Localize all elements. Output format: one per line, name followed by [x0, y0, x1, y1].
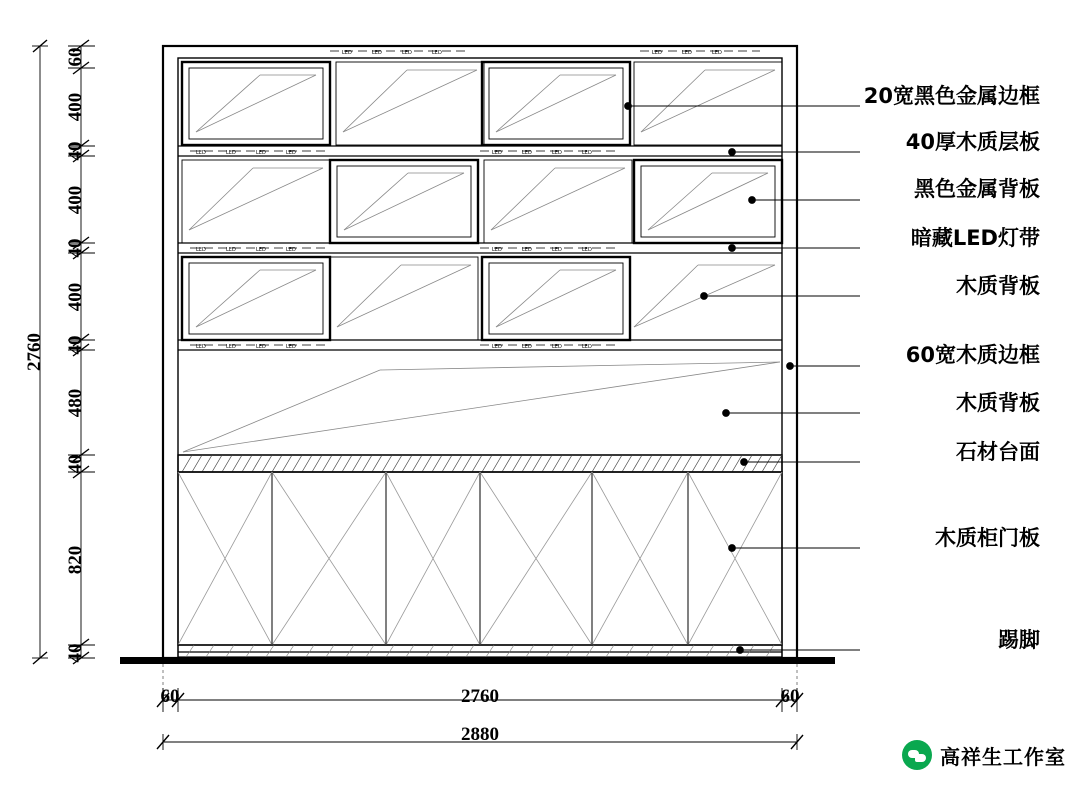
overall-width-label: 2880 [461, 724, 499, 745]
svg-text:LED: LED [712, 50, 722, 56]
svg-text:LED: LED [226, 344, 236, 350]
svg-text:LED: LED [552, 344, 562, 350]
svg-text:LED: LED [522, 150, 532, 156]
svg-text:LED: LED [196, 247, 206, 253]
dim-label: 820 [65, 545, 86, 575]
wechat-icon [902, 740, 932, 770]
svg-text:LED: LED [492, 344, 502, 350]
dim-label: 400 [65, 282, 86, 312]
svg-text:LED: LED [286, 344, 296, 350]
cabinet-doors [178, 472, 782, 645]
overall-height-label: 2760 [24, 333, 45, 371]
svg-text:LED: LED [652, 50, 662, 56]
dim-right-60: 60 [780, 686, 800, 707]
open-shelf-row [183, 362, 780, 452]
callout-label: 60宽木质边框 [905, 343, 1040, 367]
callout-label: 石材台面 [956, 440, 1040, 464]
toe-kick [178, 645, 782, 657]
svg-text:LED: LED [432, 50, 442, 56]
callout-label: 踢脚 [998, 628, 1040, 652]
callout-label: 木质柜门板 [935, 526, 1040, 550]
svg-text:LED: LED [582, 247, 592, 253]
dim-label: 40 [65, 141, 86, 161]
dim-label: 40 [65, 335, 86, 355]
svg-text:LED: LED [256, 247, 266, 253]
dim-left-60: 60 [160, 686, 180, 707]
dim-label: 480 [65, 388, 86, 418]
display-row-3 [182, 257, 775, 340]
dim-middle-2760: 2760 [461, 686, 499, 707]
svg-text:LED: LED [196, 344, 206, 350]
display-row-1 [182, 62, 782, 145]
svg-text:LED: LED [682, 50, 692, 56]
svg-text:LED: LED [522, 247, 532, 253]
svg-text:LED: LED [552, 150, 562, 156]
svg-text:LED: LED [402, 50, 412, 56]
led-strip-lines [190, 51, 760, 345]
dim-label: 400 [65, 92, 86, 122]
led-text-labels [196, 50, 722, 350]
svg-text:LED: LED [226, 150, 236, 156]
svg-text:LED: LED [286, 247, 296, 253]
dim-label: 40 [65, 643, 86, 663]
callout-label: 20宽黑色金属边框 [863, 84, 1040, 108]
callout-label: 木质背板 [956, 274, 1040, 298]
svg-text:LED: LED [226, 247, 236, 253]
svg-text:LED: LED [196, 150, 206, 156]
watermark [902, 740, 1066, 770]
svg-text:LED: LED [492, 150, 502, 156]
svg-text:LED: LED [372, 50, 382, 56]
dim-label: 400 [65, 185, 86, 215]
svg-text:LED: LED [582, 150, 592, 156]
svg-text:LED: LED [492, 247, 502, 253]
display-row-2 [182, 160, 782, 243]
callout-label: 40厚木质层板 [905, 130, 1040, 154]
svg-text:LED: LED [256, 150, 266, 156]
svg-text:LED: LED [552, 247, 562, 253]
dim-label: 40 [65, 454, 86, 474]
watermark-text: 高祥生工作室 [940, 744, 1066, 769]
svg-text:LED: LED [256, 344, 266, 350]
svg-text:LED: LED [286, 150, 296, 156]
vertical-dimension-labels [65, 48, 86, 663]
svg-text:LED: LED [522, 344, 532, 350]
callout-label: 黑色金属背板 [914, 177, 1040, 201]
svg-text:LED: LED [342, 50, 352, 56]
callout-label: 木质背板 [956, 391, 1040, 415]
callout-labels [864, 84, 1040, 652]
svg-text:LED: LED [582, 344, 592, 350]
stone-countertop [178, 455, 782, 472]
dim-label: 60 [65, 47, 86, 67]
callout-label: 暗藏LED灯带 [910, 226, 1040, 250]
dim-label: 40 [65, 238, 86, 258]
